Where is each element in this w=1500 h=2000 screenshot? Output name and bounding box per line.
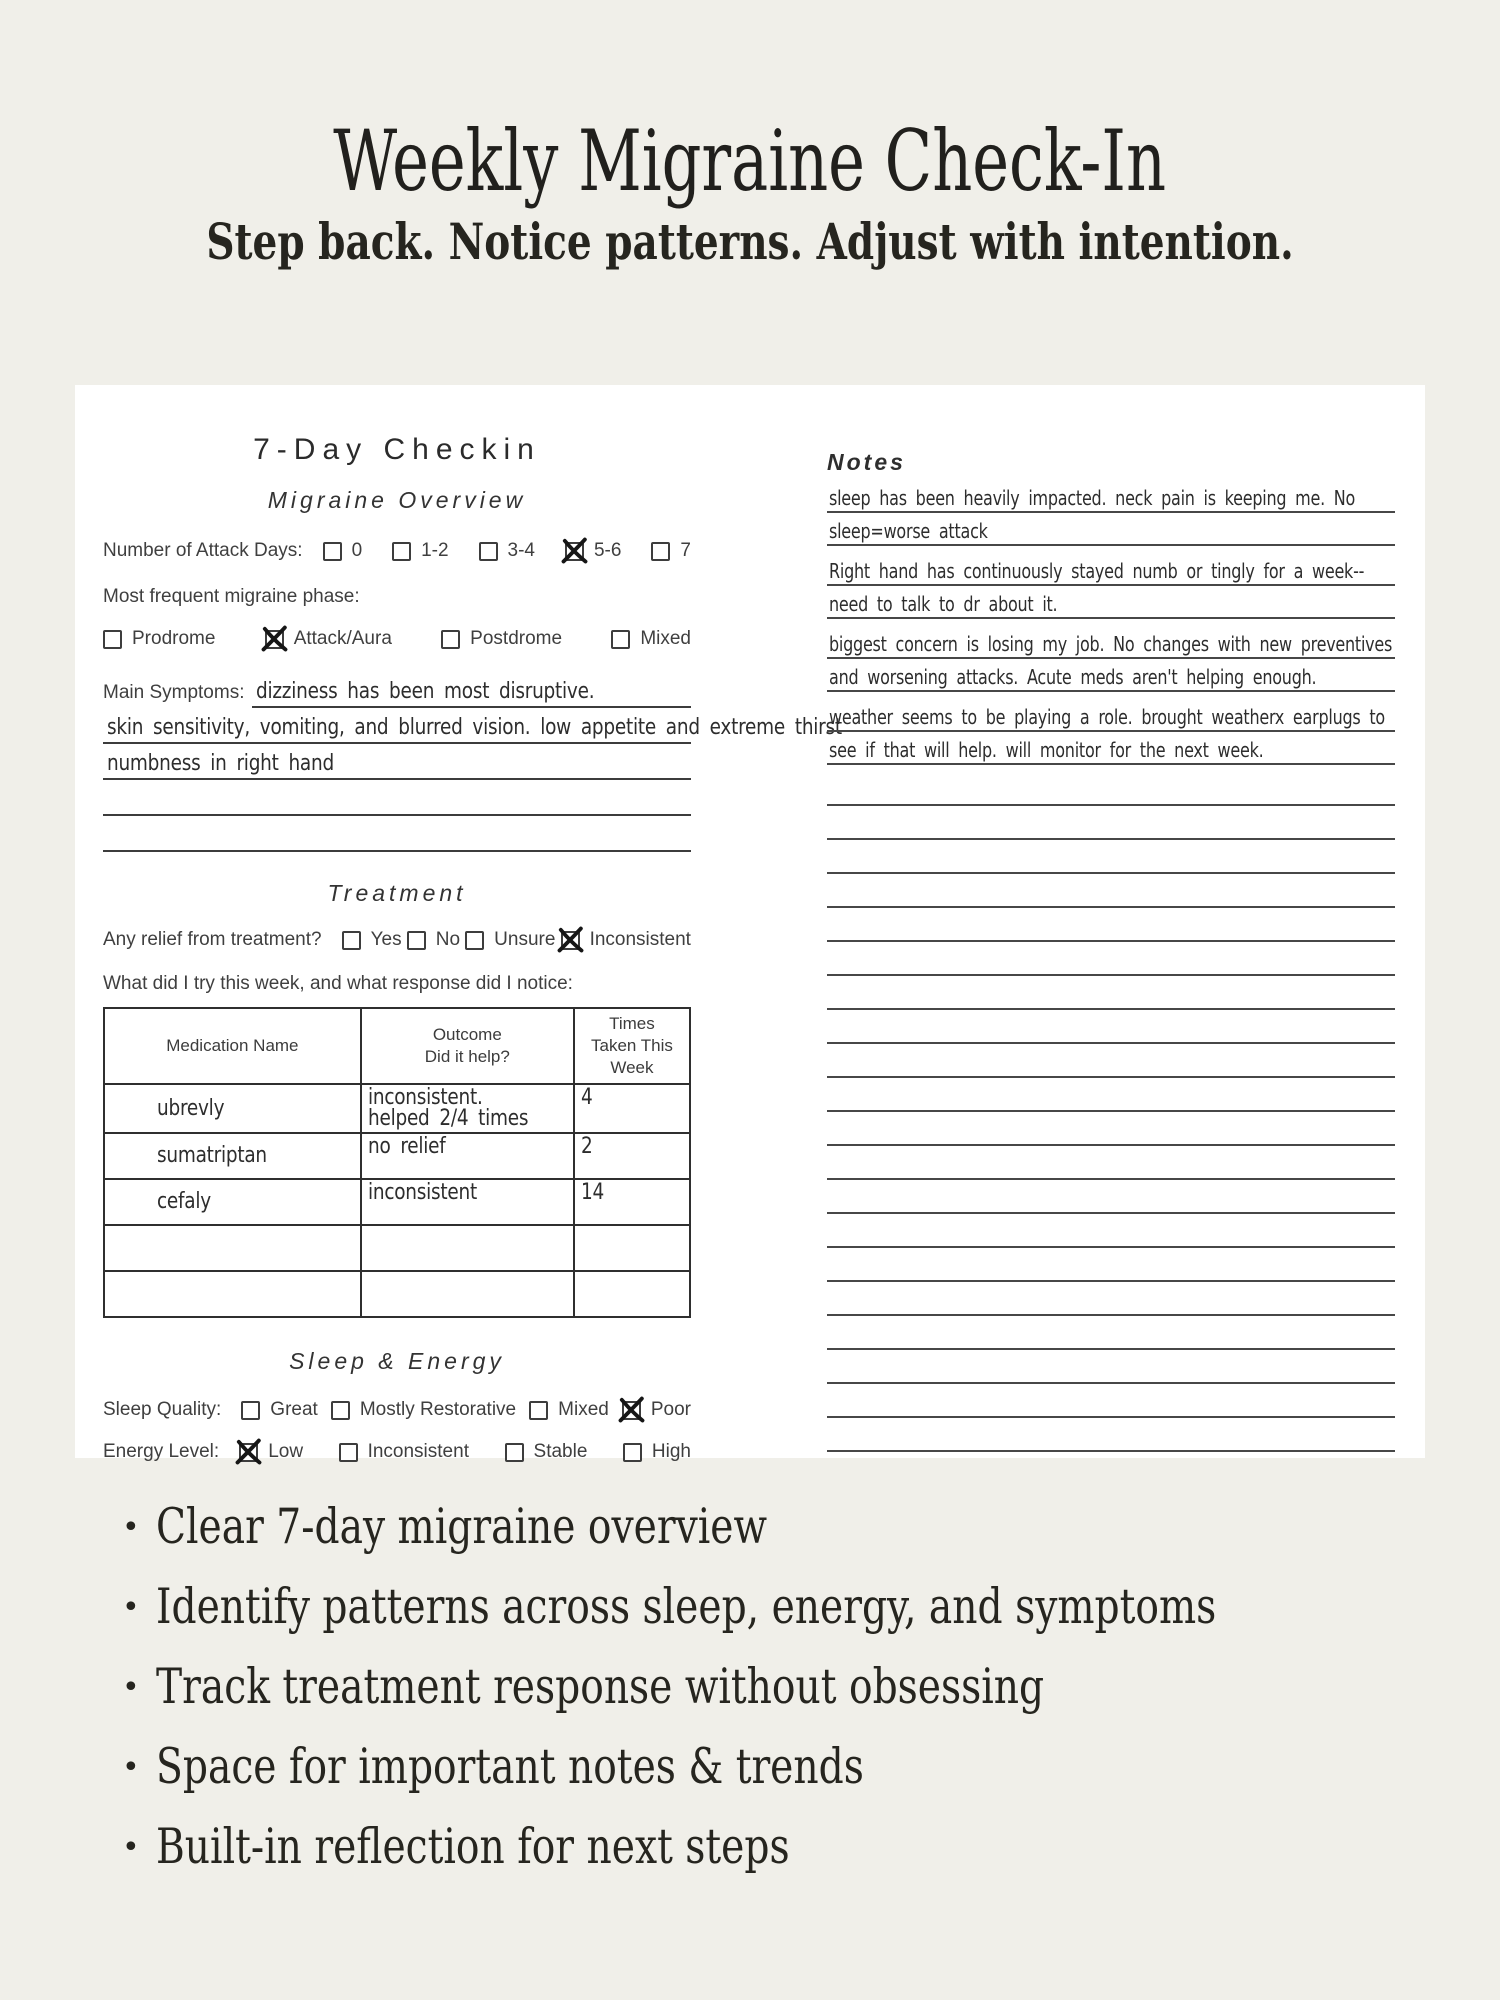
attack-days-row	[103, 540, 691, 562]
notes-blank-line[interactable]	[827, 806, 1395, 840]
option-label: Inconsistent	[589, 929, 691, 950]
column-header-text: Times	[609, 1014, 655, 1033]
x-mark-icon	[233, 1436, 264, 1467]
feature-bullet	[122, 1578, 1481, 1658]
relief-options	[342, 929, 691, 951]
table-cell[interactable]	[104, 1225, 361, 1271]
notes-blank-line[interactable]	[827, 1044, 1395, 1078]
bullet-text: Space for important notes & trends	[155, 1738, 864, 1795]
column-header-text: Medication Name	[166, 1036, 299, 1056]
option-7[interactable]	[651, 540, 691, 562]
handwritten-text: numbness in right hand	[107, 751, 334, 776]
notes-blank-line[interactable]	[827, 1384, 1395, 1418]
section-heading-sleep-energy: Sleep & Energy	[289, 1348, 505, 1375]
option-label: Inconsistent	[367, 1441, 469, 1463]
feature-bullet-list	[122, 1498, 1481, 1898]
table-cell[interactable]	[104, 1133, 361, 1179]
checkbox[interactable]	[265, 630, 284, 649]
handwritten-text: no relief	[367, 1134, 446, 1160]
option-label: 3-4	[507, 540, 535, 561]
notes-written-line[interactable]	[827, 513, 1395, 546]
column-header-times	[574, 1008, 690, 1084]
notes-heading: Notes	[827, 449, 906, 475]
option-label: Great	[270, 1399, 318, 1421]
table-cell[interactable]	[104, 1179, 361, 1225]
feature-bullet	[122, 1738, 1481, 1818]
table-row	[104, 1271, 690, 1317]
table-cell[interactable]	[574, 1271, 690, 1317]
sleep-quality-options	[241, 1399, 691, 1421]
table-cell[interactable]	[104, 1271, 361, 1317]
option-stable[interactable]	[505, 1441, 588, 1463]
handwritten-text: inconsistent. helped 2/4 times	[367, 1085, 529, 1132]
table-cell[interactable]	[574, 1133, 690, 1179]
checkbox[interactable]	[331, 1401, 350, 1420]
option-prodrome[interactable]	[103, 628, 215, 650]
option-high[interactable]	[623, 1441, 691, 1463]
notes-group	[827, 480, 1395, 546]
handwritten-text: see if that will help. will monitor for the next week.	[829, 738, 1264, 762]
attack-days-label: Number of Attack Days:	[103, 540, 303, 561]
column-header-outcome	[361, 1008, 574, 1084]
checkbox[interactable]	[392, 542, 411, 561]
x-mark-icon	[616, 1394, 647, 1425]
attack-days-options	[323, 540, 691, 562]
option-inconsistent[interactable]	[339, 1441, 469, 1463]
option-mixed[interactable]	[529, 1399, 609, 1421]
checkbox[interactable]	[342, 931, 361, 950]
energy-level-options	[239, 1441, 691, 1463]
handwritten-text: biggest concern is losing my job. No changes with new preventives	[829, 632, 1393, 656]
option-5-6[interactable]	[565, 540, 621, 562]
option-1-2[interactable]	[392, 540, 448, 562]
handwritten-text: sleep has been heavily impacted. neck pain is keeping me. No	[829, 486, 1356, 510]
handwritten-text: dizziness has been most disruptive.	[256, 679, 595, 704]
table-row	[104, 1084, 690, 1133]
x-mark-icon	[559, 535, 590, 566]
column-header-text: Taken This Week	[590, 1036, 673, 1078]
phase-row	[103, 628, 691, 650]
option-label: Mixed	[640, 628, 691, 649]
handwritten-text: and worsening attacks. Acute meds aren't helping enough.	[829, 665, 1317, 689]
option-poor[interactable]	[622, 1399, 691, 1421]
checkbox[interactable]	[505, 1443, 524, 1462]
handwritten-text: cefaly	[157, 1189, 211, 1215]
main-symptoms-label: Main Symptoms:	[103, 682, 245, 703]
handwritten-text: weather seems to be playing a role. brought weatherx earplugs to	[829, 705, 1385, 729]
option-label: High	[651, 1441, 691, 1463]
checkbox[interactable]	[239, 1443, 258, 1462]
symptoms-blank-line[interactable]	[103, 780, 691, 816]
medication-table-label: What did I try this week, and what response did I notice:	[103, 973, 573, 994]
checkbox[interactable]	[622, 1401, 641, 1420]
medication-table	[103, 1007, 691, 1318]
medication-table-header-row	[104, 1008, 690, 1084]
page-title: Weekly Migraine Check-In	[333, 112, 1167, 210]
table-cell[interactable]	[361, 1084, 574, 1133]
table-cell[interactable]	[361, 1133, 574, 1179]
option-3-4[interactable]	[479, 540, 535, 562]
notes-blank-line[interactable]	[827, 1248, 1395, 1282]
checkbox[interactable]	[465, 931, 484, 950]
handwritten-text: need to talk to dr about it.	[829, 592, 1058, 616]
main-symptoms-extra-lines	[103, 708, 842, 852]
form-title: 7-Day Checkin	[253, 433, 541, 466]
option-label: Mostly Restorative	[359, 1399, 517, 1421]
notes-written-line[interactable]	[827, 699, 1395, 732]
notes-written-line[interactable]	[827, 553, 1395, 586]
handwritten-text: 2	[580, 1134, 593, 1160]
option-unsure[interactable]	[465, 929, 555, 951]
checkbox[interactable]	[241, 1401, 260, 1420]
worksheet-card	[75, 385, 1425, 1463]
checkbox[interactable]	[611, 630, 630, 649]
option-label: No	[435, 929, 461, 950]
notes-group	[827, 553, 1395, 619]
notes-written-lines	[827, 480, 1395, 765]
option-label: Yes	[370, 929, 402, 950]
checkbox[interactable]	[529, 1401, 548, 1420]
notes-blank-line[interactable]	[827, 840, 1395, 874]
notes-written-line[interactable]	[827, 659, 1395, 692]
notes-blank-line[interactable]	[827, 1010, 1395, 1044]
bullet-text: Track treatment response without obsessing	[155, 1658, 1044, 1715]
column-header-text: Outcome	[432, 1025, 502, 1045]
sleep-quality-label: Sleep Quality:	[103, 1399, 222, 1421]
handwritten-text: Right hand has continuously stayed numb or tingly for a week--	[829, 559, 1365, 583]
bullet-text: Built-in reflection for next steps	[155, 1818, 790, 1875]
section-heading-migraine-overview: Migraine Overview	[267, 487, 527, 513]
checkbox[interactable]	[103, 630, 122, 649]
x-mark-icon	[259, 623, 290, 654]
notes-blank-line[interactable]	[827, 1078, 1395, 1112]
table-row	[104, 1225, 690, 1271]
bullet-text: Clear 7-day migraine overview	[155, 1498, 767, 1555]
table-cell[interactable]	[574, 1225, 690, 1271]
column-header-text: Did it help?	[424, 1047, 510, 1067]
checkbox[interactable]	[623, 1443, 642, 1462]
table-cell[interactable]	[104, 1084, 361, 1133]
table-cell[interactable]	[361, 1271, 574, 1317]
notes-blank-line[interactable]	[827, 1316, 1395, 1350]
notes-blank-line[interactable]	[827, 1418, 1395, 1452]
option-great[interactable]	[241, 1399, 318, 1421]
notes-group	[827, 626, 1395, 692]
notes-blank-lines	[827, 772, 1395, 1452]
notes-blank-line[interactable]	[827, 874, 1395, 908]
relief-row	[103, 929, 691, 951]
option-label: Unsure	[494, 929, 556, 950]
handwritten-text: sleep=worse attack	[829, 519, 988, 543]
energy-level-label: Energy Level:	[103, 1441, 220, 1463]
notes-blank-line[interactable]	[827, 1112, 1395, 1146]
handwritten-text: inconsistent	[367, 1180, 477, 1206]
table-cell[interactable]	[574, 1179, 690, 1225]
symptoms-blank-line[interactable]	[103, 816, 691, 852]
medication-table-body	[104, 1084, 690, 1317]
option-mixed[interactable]	[611, 628, 691, 650]
relief-label: Any relief from treatment?	[103, 929, 322, 950]
table-row	[104, 1179, 690, 1225]
feature-bullet	[122, 1818, 1481, 1898]
handwritten-text: 14	[580, 1180, 604, 1206]
notes-column	[827, 385, 1395, 1452]
table-cell[interactable]	[574, 1084, 690, 1133]
notes-group	[827, 699, 1395, 765]
option-0[interactable]	[323, 540, 363, 562]
option-label: 1-2	[421, 540, 449, 561]
option-label: 7	[680, 540, 691, 561]
handwritten-text: ubrevly	[157, 1095, 225, 1121]
table-row	[104, 1133, 690, 1179]
bullet-dot-icon: •	[122, 1670, 140, 1705]
feature-bullet	[122, 1658, 1481, 1738]
handwritten-text: 4	[580, 1085, 593, 1111]
option-inconsistent[interactable]	[561, 929, 691, 951]
main-symptoms-row	[103, 674, 691, 708]
option-label: Prodrome	[132, 628, 216, 649]
bullet-dot-icon: •	[122, 1510, 140, 1545]
feature-bullet	[122, 1498, 1481, 1578]
notes-blank-line[interactable]	[827, 772, 1395, 806]
notes-written-line[interactable]	[827, 586, 1395, 619]
option-label: Poor	[650, 1399, 691, 1421]
handwritten-text: sumatriptan	[157, 1143, 267, 1169]
option-label: 5-6	[593, 540, 622, 561]
notes-written-line[interactable]	[827, 626, 1395, 659]
option-label: Postdrome	[470, 628, 563, 649]
option-attack-aura[interactable]	[265, 628, 392, 650]
section-heading-treatment: Treatment	[327, 880, 467, 906]
bullet-dot-icon: •	[122, 1590, 140, 1625]
main-symptoms-first-line[interactable]	[252, 674, 691, 708]
notes-blank-line[interactable]	[827, 1180, 1395, 1214]
notes-blank-line[interactable]	[827, 1146, 1395, 1180]
checkbox[interactable]	[565, 542, 584, 561]
symptoms-written-line[interactable]	[103, 744, 691, 780]
checkbox[interactable]	[323, 542, 342, 561]
energy-level-row	[103, 1441, 691, 1463]
bullet-dot-icon: •	[122, 1750, 140, 1785]
table-cell[interactable]	[361, 1179, 574, 1225]
column-header-medication-name	[104, 1008, 361, 1084]
symptoms-written-line[interactable]	[103, 708, 842, 744]
option-label: Low	[268, 1441, 304, 1463]
option-label: Stable	[533, 1441, 588, 1463]
option-label: Attack/Aura	[293, 628, 392, 649]
checkbox[interactable]	[479, 542, 498, 561]
notes-blank-line[interactable]	[827, 1214, 1395, 1248]
phase-label: Most frequent migraine phase:	[103, 586, 360, 607]
checkbox[interactable]	[651, 542, 670, 561]
checkbox[interactable]	[561, 931, 580, 950]
notes-written-line[interactable]	[827, 480, 1395, 513]
option-low[interactable]	[239, 1441, 303, 1463]
option-no[interactable]	[407, 929, 460, 951]
bullet-text: Identify patterns across sleep, energy, and symptoms	[155, 1578, 1216, 1635]
table-cell[interactable]	[361, 1225, 574, 1271]
x-mark-icon	[555, 924, 586, 955]
option-yes[interactable]	[342, 929, 402, 951]
option-mostly-restorative[interactable]	[331, 1399, 516, 1421]
notes-blank-line[interactable]	[827, 1350, 1395, 1384]
handwritten-text: skin sensitivity, vomiting, and blurred vision. low appetite and extreme thirst	[107, 715, 842, 740]
notes-blank-line[interactable]	[827, 942, 1395, 976]
option-label: Mixed	[558, 1399, 609, 1421]
option-postdrome[interactable]	[441, 628, 562, 650]
sleep-quality-row	[103, 1399, 691, 1421]
checkbox[interactable]	[407, 931, 426, 950]
notes-blank-line[interactable]	[827, 908, 1395, 942]
form-column	[103, 385, 842, 1463]
notes-written-line[interactable]	[827, 732, 1395, 765]
page-subtitle: Step back. Notice patterns. Adjust with intention.	[206, 212, 1294, 271]
phase-options	[103, 628, 691, 650]
checkbox[interactable]	[339, 1443, 358, 1462]
bullet-dot-icon: •	[122, 1830, 140, 1865]
notes-blank-line[interactable]	[827, 976, 1395, 1010]
option-label: 0	[351, 540, 363, 561]
notes-blank-line[interactable]	[827, 1282, 1395, 1316]
checkbox[interactable]	[441, 630, 460, 649]
